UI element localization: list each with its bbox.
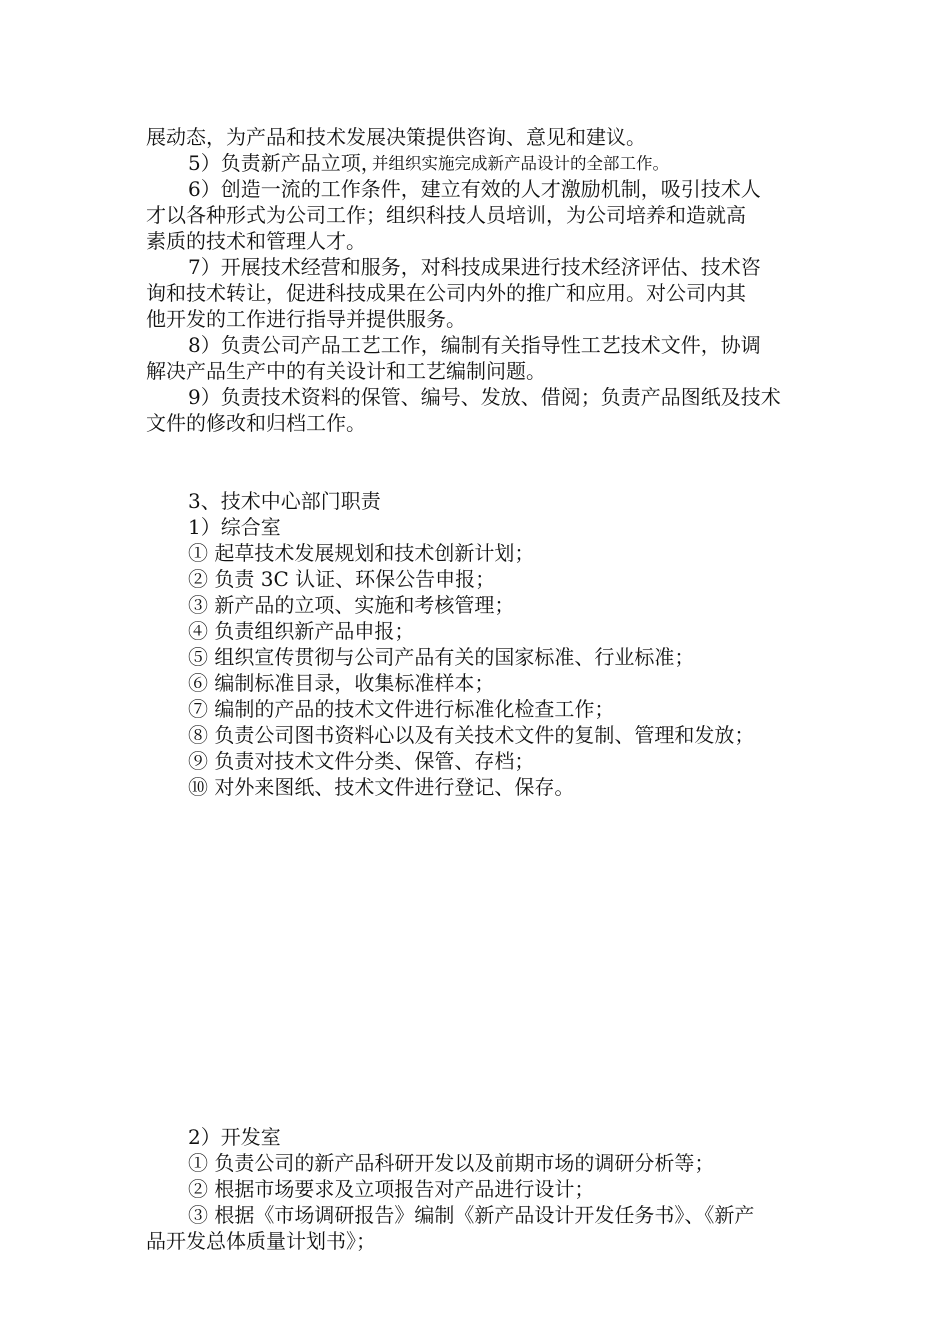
list-item: ⑤ 组织宣传贯彻与公司产品有关的国家标准、行业标准； [188,645,695,669]
list-item: ⑥ 编制标准目录，收集标准样本； [188,671,495,695]
section-heading: 3、技术中心部门职责 [188,489,381,513]
text-line: 6）创造一流的工作条件，建立有效的人才激励机制，吸引技术人 [188,177,761,201]
list-item: ⑦ 编制的产品的技术文件进行标准化检查工作； [188,697,615,721]
list-item: 品开发总体质量计划书》； [146,1229,376,1253]
text-line: 展动态，为产品和技术发展决策提供咨询、意见和建议。 [146,125,646,149]
text-line: 并组织实施完成新产品设计的全部工作。 [372,154,669,173]
text-line: 文件的修改和归档工作。 [146,411,366,435]
subsection-heading: 1）综合室 [188,515,281,539]
list-item: ③ 新产品的立项、实施和考核管理； [188,593,515,617]
list-item: ① 起草技术发展规划和技术创新计划； [188,541,535,565]
text-line: 8）负责公司产品工艺工作，编制有关指导性工艺技术文件，协调 [188,333,761,357]
text-line: 询和技术转让，促进科技成果在公司内外的推广和应用。对公司内其 [146,281,746,305]
text-line: 5）负责新产品立项， [188,151,381,175]
list-item: ⑨ 负责对技术文件分类、保管、存档； [188,749,535,773]
text-line: 他开发的工作进行指导并提供服务。 [146,307,466,331]
list-item: ② 负责 3C 认证、环保公告申报； [188,567,496,591]
list-item: ⑩ 对外来图纸、技术文件进行登记、保存。 [188,775,575,799]
list-item: ④ 负责组织新产品申报； [188,619,415,643]
text-line: 7）开展技术经营和服务，对科技成果进行技术经济评估、技术咨 [188,255,761,279]
list-item: ③ 根据《市场调研报告》编制《新产品设计开发任务书》、《新产 [188,1203,755,1227]
subsection-heading: 2）开发室 [188,1125,281,1149]
text-line: 素质的技术和管理人才。 [146,229,366,253]
list-item: ⑧ 负责公司图书资料心以及有关技术文件的复制、管理和发放； [188,723,755,747]
list-item: ① 负责公司的新产品科研开发以及前期市场的调研分析等； [188,1151,715,1175]
text-line: 才以各种形式为公司工作；组织科技人员培训，为公司培养和造就高 [146,203,746,227]
list-item: ② 根据市场要求及立项报告对产品进行设计； [188,1177,595,1201]
text-line: 9）负责技术资料的保管、编号、发放、借阅；负责产品图纸及技术 [188,385,781,409]
text-line: 解决产品生产中的有关设计和工艺编制问题。 [146,359,546,383]
